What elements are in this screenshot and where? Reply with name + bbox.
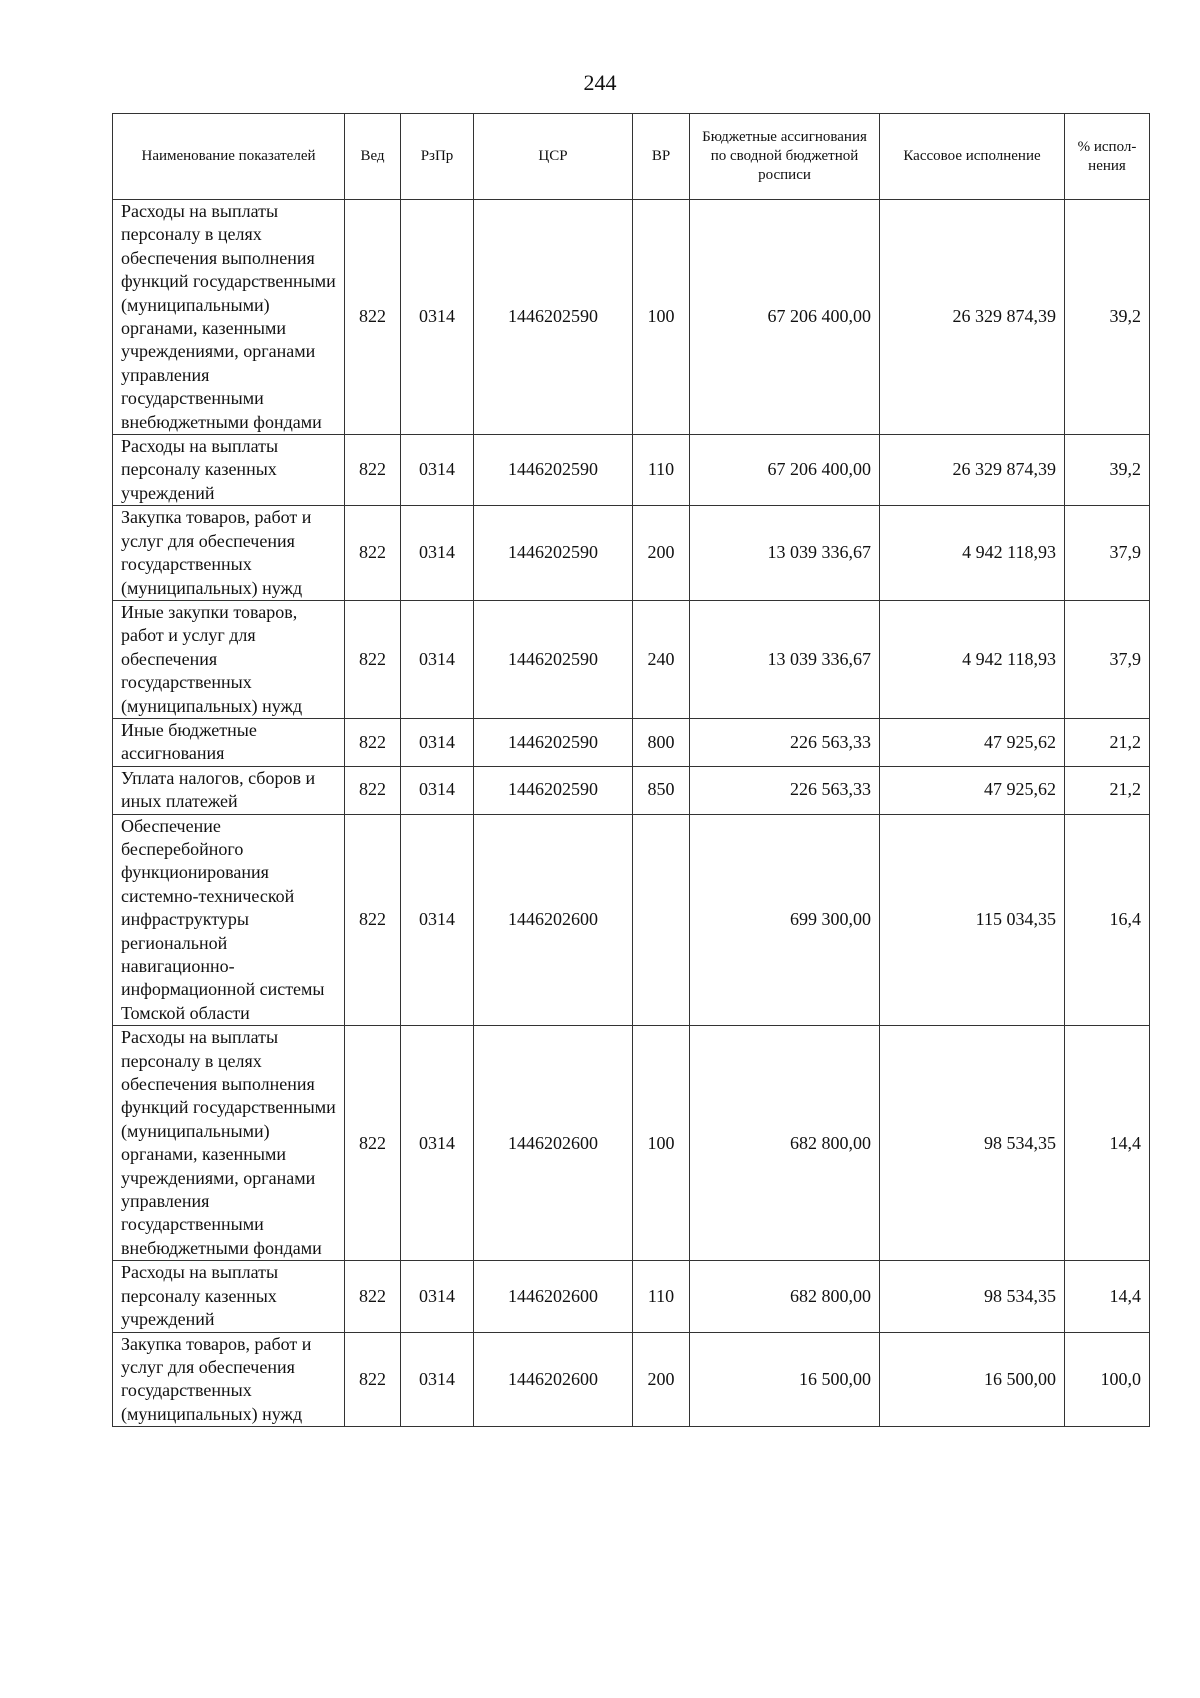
row-name: Закупка товаров, работ и услуг для обеспечения государственных (муниципальных) нужд	[113, 506, 345, 601]
table-row	[113, 506, 1150, 601]
row-percent: 14,4	[1065, 1026, 1150, 1261]
page-number: 244	[583, 70, 617, 95]
header-csr: ЦСР	[474, 114, 633, 200]
row-rzpr: 0314	[401, 435, 474, 506]
row-name: Иные бюджетные ассигнования	[113, 718, 345, 766]
row-percent: 39,2	[1065, 435, 1150, 506]
row-rzpr: 0314	[401, 1332, 474, 1427]
row-assignments: 67 206 400,00	[690, 435, 880, 506]
row-rzpr: 0314	[401, 814, 474, 1026]
row-cash: 26 329 874,39	[880, 435, 1065, 506]
row-ved: 822	[345, 1332, 401, 1427]
row-assignments: 13 039 336,67	[690, 600, 880, 718]
row-rzpr: 0314	[401, 1261, 474, 1332]
row-cash: 26 329 874,39	[880, 200, 1065, 435]
row-ved: 822	[345, 766, 401, 814]
row-assignments: 16 500,00	[690, 1332, 880, 1427]
header-cash: Кассовое исполнение	[880, 114, 1065, 200]
row-rzpr: 0314	[401, 506, 474, 601]
row-vr: 100	[633, 200, 690, 435]
row-csr: 1446202590	[474, 600, 633, 718]
row-ved: 822	[345, 200, 401, 435]
row-name: Расходы на выплаты персоналу в целях обеспечения выполнения функций государственными (муниципальными) органами, казенными учреждениями, органами управления государственными внебюджетными фондами	[113, 1026, 345, 1261]
table-row	[113, 600, 1150, 718]
row-vr: 100	[633, 1026, 690, 1261]
row-cash: 98 534,35	[880, 1026, 1065, 1261]
row-rzpr: 0314	[401, 766, 474, 814]
row-assignments: 682 800,00	[690, 1261, 880, 1332]
table-row	[113, 1026, 1150, 1261]
row-percent: 21,2	[1065, 766, 1150, 814]
header-rzpr: РзПр	[401, 114, 474, 200]
header-vr: ВР	[633, 114, 690, 200]
row-vr: 110	[633, 1261, 690, 1332]
row-cash: 4 942 118,93	[880, 506, 1065, 601]
row-assignments: 226 563,33	[690, 766, 880, 814]
row-vr	[633, 814, 690, 1026]
row-assignments: 226 563,33	[690, 718, 880, 766]
row-csr: 1446202590	[474, 435, 633, 506]
row-rzpr: 0314	[401, 718, 474, 766]
row-csr: 1446202600	[474, 1261, 633, 1332]
table-header-row	[113, 114, 1150, 200]
header-ved: Вед	[345, 114, 401, 200]
row-csr: 1446202590	[474, 766, 633, 814]
row-vr: 240	[633, 600, 690, 718]
row-ved: 822	[345, 814, 401, 1026]
row-csr: 1446202590	[474, 506, 633, 601]
row-csr: 1446202600	[474, 814, 633, 1026]
row-assignments: 682 800,00	[690, 1026, 880, 1261]
row-ved: 822	[345, 435, 401, 506]
row-ved: 822	[345, 1261, 401, 1332]
header-percent: % испол-нения	[1065, 114, 1150, 200]
row-percent: 16,4	[1065, 814, 1150, 1026]
header-assignments: Бюджетные ассигнования по сводной бюджетной росписи	[690, 114, 880, 200]
row-assignments: 699 300,00	[690, 814, 880, 1026]
table-row	[113, 1261, 1150, 1332]
table-row	[113, 814, 1150, 1026]
budget-execution-table	[112, 113, 1150, 1427]
table-row	[113, 766, 1150, 814]
table-row	[113, 435, 1150, 506]
row-rzpr: 0314	[401, 200, 474, 435]
row-vr: 200	[633, 506, 690, 601]
row-csr: 1446202590	[474, 200, 633, 435]
row-vr: 200	[633, 1332, 690, 1427]
table-row	[113, 200, 1150, 435]
row-csr: 1446202600	[474, 1332, 633, 1427]
row-assignments: 67 206 400,00	[690, 200, 880, 435]
row-ved: 822	[345, 718, 401, 766]
row-cash: 47 925,62	[880, 766, 1065, 814]
row-percent: 100,0	[1065, 1332, 1150, 1427]
row-csr: 1446202600	[474, 1026, 633, 1261]
row-csr: 1446202590	[474, 718, 633, 766]
row-vr: 800	[633, 718, 690, 766]
row-assignments: 13 039 336,67	[690, 506, 880, 601]
row-cash: 98 534,35	[880, 1261, 1065, 1332]
row-name: Расходы на выплаты персоналу казенных учреждений	[113, 435, 345, 506]
row-percent: 37,9	[1065, 600, 1150, 718]
row-cash: 4 942 118,93	[880, 600, 1065, 718]
row-ved: 822	[345, 600, 401, 718]
row-cash: 47 925,62	[880, 718, 1065, 766]
row-rzpr: 0314	[401, 600, 474, 718]
row-rzpr: 0314	[401, 1026, 474, 1261]
row-percent: 14,4	[1065, 1261, 1150, 1332]
row-name: Обеспечение бесперебойного функционирования системно-технической инфраструктуры региональной навигационно-информационной системы Томской области	[113, 814, 345, 1026]
row-cash: 115 034,35	[880, 814, 1065, 1026]
table-row	[113, 718, 1150, 766]
row-cash: 16 500,00	[880, 1332, 1065, 1427]
row-name: Расходы на выплаты персоналу казенных учреждений	[113, 1261, 345, 1332]
header-name: Наименование показателей	[113, 114, 345, 200]
table-row	[113, 1332, 1150, 1427]
row-name: Уплата налогов, сборов и иных платежей	[113, 766, 345, 814]
row-name: Закупка товаров, работ и услуг для обеспечения государственных (муниципальных) нужд	[113, 1332, 345, 1427]
row-name: Иные закупки товаров, работ и услуг для обеспечения государственных (муниципальных) нужд	[113, 600, 345, 718]
row-vr: 850	[633, 766, 690, 814]
row-vr: 110	[633, 435, 690, 506]
row-ved: 822	[345, 506, 401, 601]
row-percent: 21,2	[1065, 718, 1150, 766]
row-percent: 37,9	[1065, 506, 1150, 601]
row-name: Расходы на выплаты персоналу в целях обеспечения выполнения функций государственными (муниципальными) органами, казенными учреждениями, органами управления государственными внебюджетными фондами	[113, 200, 345, 435]
row-percent: 39,2	[1065, 200, 1150, 435]
row-ved: 822	[345, 1026, 401, 1261]
